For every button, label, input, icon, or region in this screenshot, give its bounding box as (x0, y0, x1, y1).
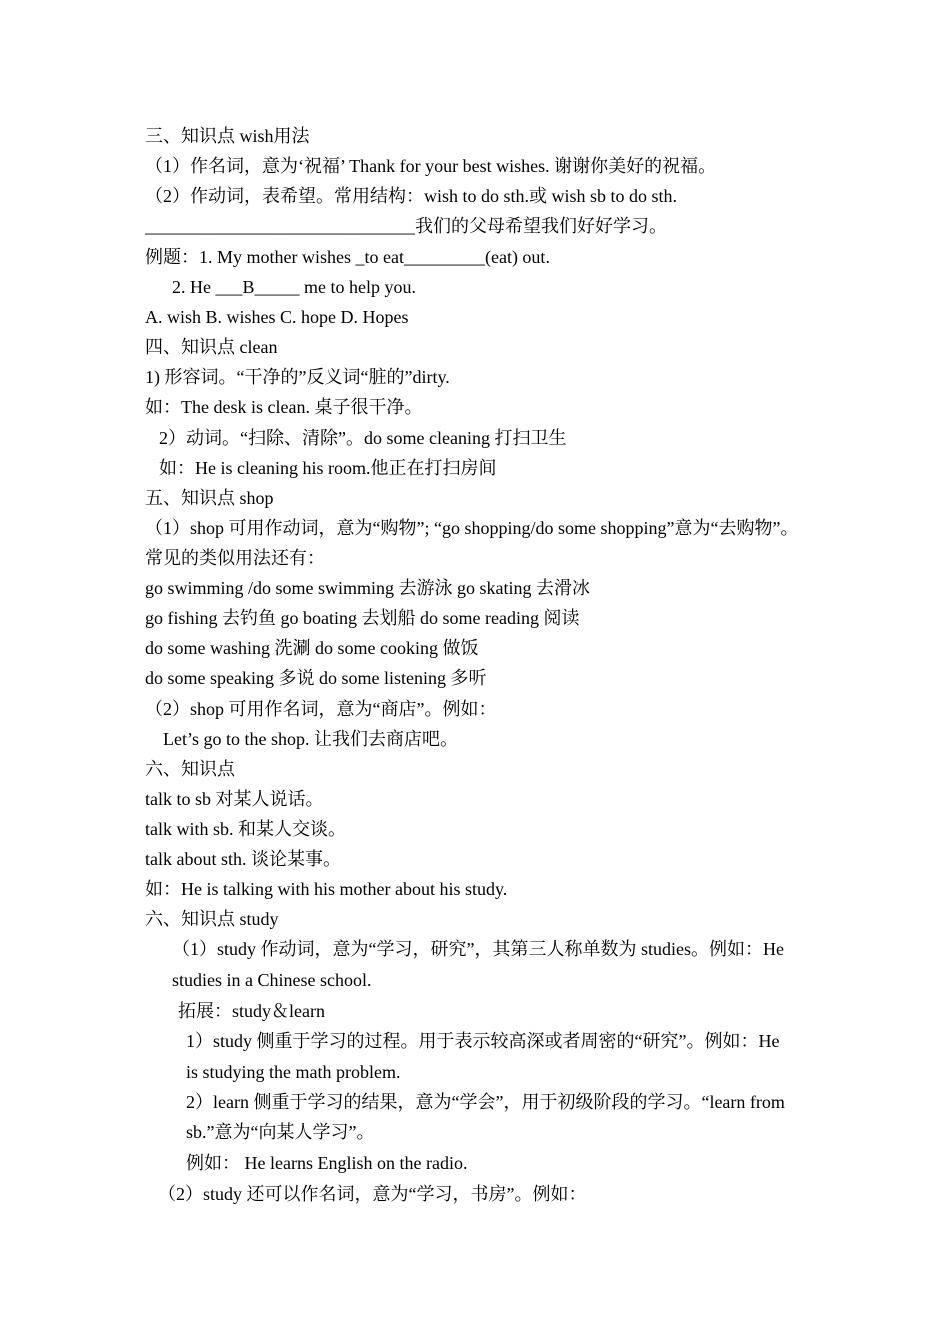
text-line: 如：The desk is clean. 桌子很干净。 (145, 397, 423, 417)
text-line: studies in a Chinese school. (172, 970, 372, 990)
text-line: 例题：1. My mother wishes _to eat_________(eat) out. (145, 247, 550, 267)
heading-talk: 六、知识点 (145, 759, 235, 779)
text-line: talk to sb 对某人说话。 (145, 789, 324, 809)
text-line: sb.”意为“向某人学习”。 (186, 1122, 375, 1142)
text-line: talk with sb. 和某人交谈。 (145, 819, 346, 839)
text-line: go fishing 去钓鱼 go boating 去划船 do some reading 阅读 (145, 608, 580, 628)
text-line: （2）作动词，表希望。常用结构：wish to do sth.或 wish sb to do sth. (145, 186, 678, 206)
text-line: is studying the math problem. (186, 1062, 401, 1082)
text-line: （1）study 作动词，意为“学习，研究”，其第三人称单数为 studies。例如：He (172, 939, 784, 959)
text-line: （2）shop 可用作名词，意为“商店”。例如： (145, 699, 497, 719)
text-line: 如：He is cleaning his room.他正在打扫房间 (159, 458, 497, 478)
text-line: （1）作名词，意为‘祝福’ Thank for your best wishes. 谢谢你美好的祝福。 (145, 156, 717, 176)
text-line: do some washing 洗涮 do some cooking 做饭 (145, 638, 479, 658)
text-line: （2）study 还可以作名词，意为“学习，书房”。例如： (158, 1184, 587, 1204)
text-line: ______________________________我们的父母希望我们好好学习。 (145, 216, 667, 236)
text-line: 2）learn 侧重于学习的结果，意为“学会”，用于初级阶段的学习。“learn from (186, 1092, 785, 1112)
text-line: 2）动词。“扫除、清除”。do some cleaning 打扫卫生 (159, 428, 567, 448)
text-line: go swimming /do some swimming 去游泳 go skating 去滑冰 (145, 578, 591, 598)
text-line: 常见的类似用法还有： (145, 548, 325, 568)
heading-wish: 三、知识点 wish用法 (145, 126, 310, 146)
text-line: do some speaking 多说 do some listening 多听 (145, 668, 487, 688)
heading-study: 六、知识点 study (145, 909, 279, 929)
text-line: 例如： He learns English on the radio. (186, 1153, 468, 1173)
text-line: 1) 形容词。“干净的”反义词“脏的”dirty. (145, 367, 450, 387)
heading-clean: 四、知识点 clean (145, 337, 278, 357)
text-line: 拓展：study＆learn (178, 1001, 325, 1021)
text-line: Let’s go to the shop. 让我们去商店吧。 (163, 729, 458, 749)
text-line: talk about sth. 谈论某事。 (145, 849, 341, 869)
text-line: 2. He ___B_____ me to help you. (172, 277, 416, 297)
text-line: （1）shop 可用作动词，意为“购物”; “go shopping/do some shopping”意为“去购物”。 (145, 518, 799, 538)
text-line: 如：He is talking with his mother about his study. (145, 879, 508, 899)
heading-shop: 五、知识点 shop (145, 488, 274, 508)
text-line: 1）study 侧重于学习的过程。用于表示较高深或者周密的“研究”。例如：He (186, 1031, 780, 1051)
text-line: A. wish B. wishes C. hope D. Hopes (145, 307, 409, 327)
